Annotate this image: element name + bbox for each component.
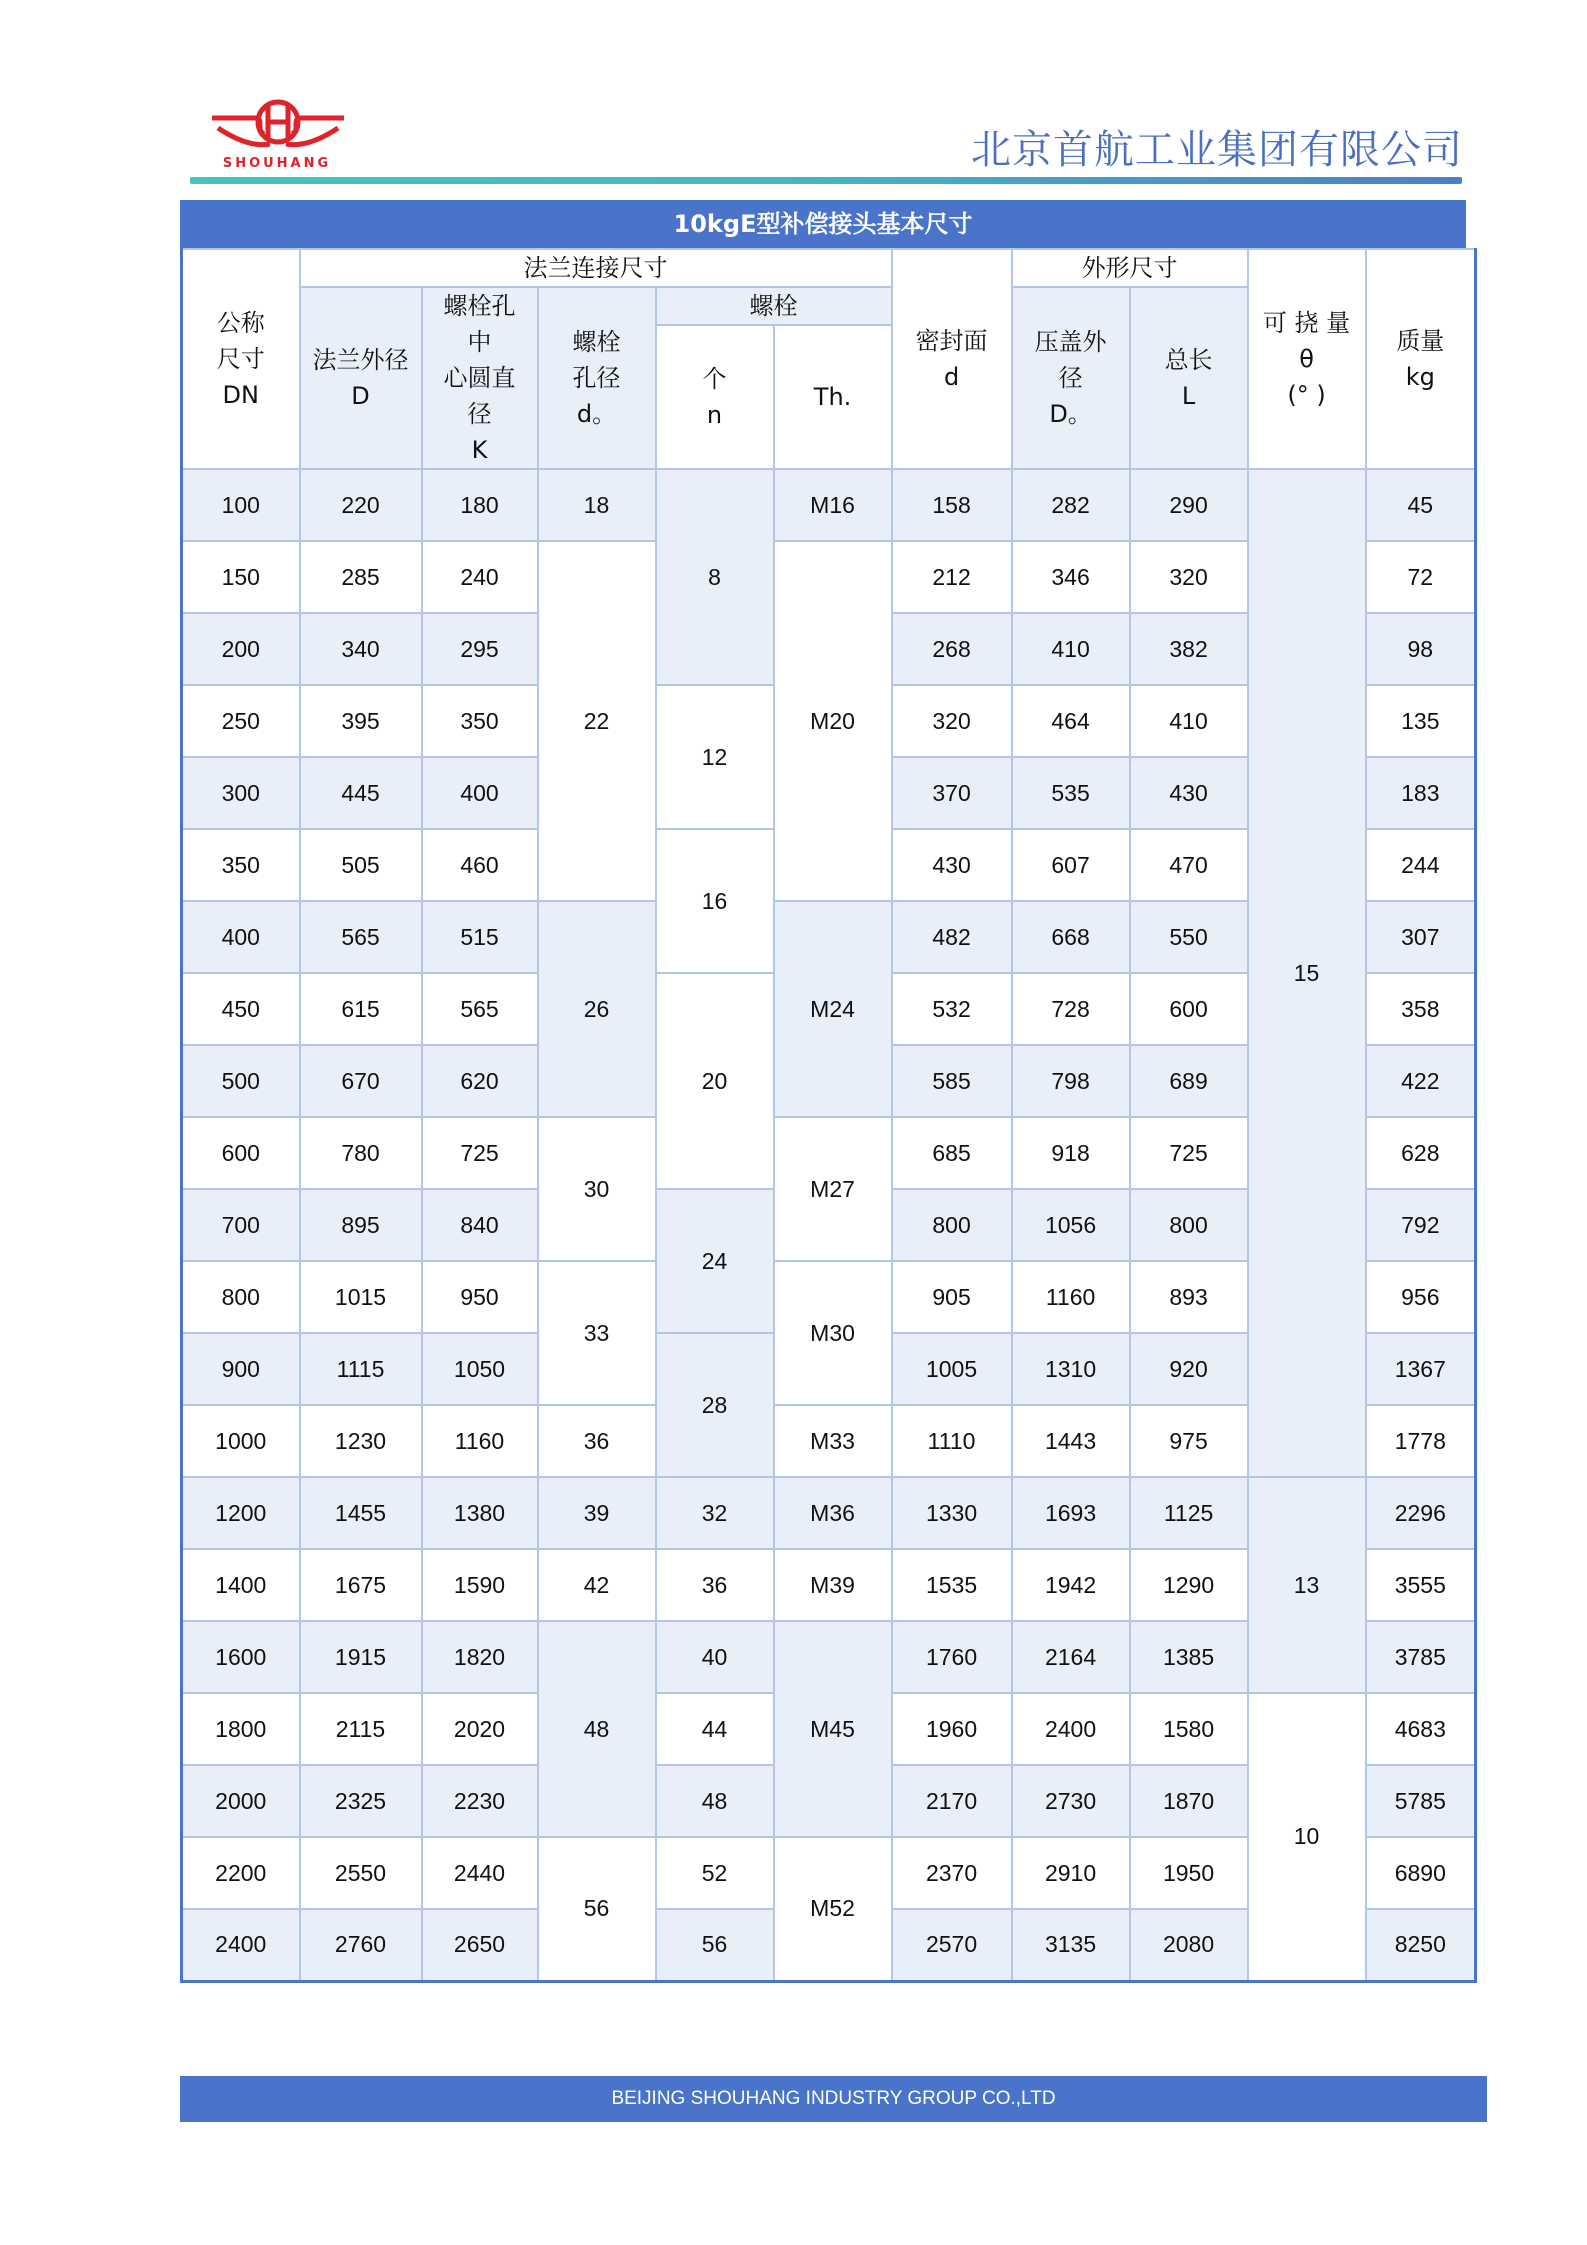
table-cell: 1110 — [892, 1405, 1012, 1477]
header-bolt-circle: 螺栓孔 中 心圆直 径 K — [422, 287, 538, 469]
table-cell: 200 — [182, 613, 300, 685]
table-cell: 240 — [422, 541, 538, 613]
table-cell: 26 — [538, 901, 656, 1117]
table-cell: 464 — [1012, 685, 1130, 757]
table-cell: M45 — [774, 1621, 892, 1837]
table-cell: 668 — [1012, 901, 1130, 973]
spec-table-container — [180, 200, 1466, 1983]
table-cell: 1590 — [422, 1549, 538, 1621]
table-cell: 535 — [1012, 757, 1130, 829]
table-cell: 320 — [892, 685, 1012, 757]
table-cell: 30 — [538, 1117, 656, 1261]
table-cell: 12 — [656, 685, 774, 829]
table-row — [182, 469, 1476, 541]
table-cell: 400 — [422, 757, 538, 829]
table-cell: 42 — [538, 1549, 656, 1621]
table-cell: 1915 — [300, 1621, 422, 1693]
table-cell: 18 — [538, 469, 656, 541]
table-cell: 72 — [1366, 541, 1476, 613]
table-cell: 1600 — [182, 1621, 300, 1693]
table-cell: 1005 — [892, 1333, 1012, 1405]
table-cell: 1950 — [1130, 1837, 1248, 1909]
table-cell: M27 — [774, 1117, 892, 1261]
table-cell: 920 — [1130, 1333, 1248, 1405]
table-cell: 212 — [892, 541, 1012, 613]
table-cell: 346 — [1012, 541, 1130, 613]
table-cell: 33 — [538, 1261, 656, 1405]
table-cell: 893 — [1130, 1261, 1248, 1333]
table-cell: 135 — [1366, 685, 1476, 757]
table-cell: 40 — [656, 1621, 774, 1693]
table-cell: 2730 — [1012, 1765, 1130, 1837]
table-cell: 48 — [656, 1765, 774, 1837]
table-cell: 285 — [300, 541, 422, 613]
table-cell: 39 — [538, 1477, 656, 1549]
table-cell: M33 — [774, 1405, 892, 1477]
table-cell: 410 — [1130, 685, 1248, 757]
table-cell: 350 — [182, 829, 300, 901]
table-cell: 1675 — [300, 1549, 422, 1621]
table-cell: 905 — [892, 1261, 1012, 1333]
table-cell: 798 — [1012, 1045, 1130, 1117]
table-cell: 950 — [422, 1261, 538, 1333]
table-cell: 1820 — [422, 1621, 538, 1693]
table-cell: 2325 — [300, 1765, 422, 1837]
deflection-cell: 15 — [1248, 469, 1366, 1477]
table-cell: M24 — [774, 901, 892, 1117]
table-cell: 550 — [1130, 901, 1248, 973]
table-cell: 607 — [1012, 829, 1130, 901]
table-cell: 2080 — [1130, 1909, 1248, 1981]
table-cell: 430 — [892, 829, 1012, 901]
table-cell: 295 — [422, 613, 538, 685]
table-cell: 150 — [182, 541, 300, 613]
table-cell: M39 — [774, 1549, 892, 1621]
table-cell: 2020 — [422, 1693, 538, 1765]
table-cell: 565 — [300, 901, 422, 973]
table-cell: 620 — [422, 1045, 538, 1117]
table-cell: 282 — [1012, 469, 1130, 541]
table-cell: 1200 — [182, 1477, 300, 1549]
table-cell: 1778 — [1366, 1405, 1476, 1477]
table-cell: 500 — [182, 1045, 300, 1117]
table-cell: 6890 — [1366, 1837, 1476, 1909]
table-cell: 1056 — [1012, 1189, 1130, 1261]
deflection-cell: 10 — [1248, 1693, 1366, 1981]
table-cell: 430 — [1130, 757, 1248, 829]
table-cell: M36 — [774, 1477, 892, 1549]
table-cell: 600 — [1130, 973, 1248, 1045]
table-cell: 2296 — [1366, 1477, 1476, 1549]
table-cell: 56 — [538, 1837, 656, 1981]
table-cell: 2570 — [892, 1909, 1012, 1981]
table-cell: 244 — [1366, 829, 1476, 901]
table-cell: 515 — [422, 901, 538, 973]
table-cell: 975 — [1130, 1405, 1248, 1477]
table-cell: 2230 — [422, 1765, 538, 1837]
table-cell: 628 — [1366, 1117, 1476, 1189]
table-cell: 1870 — [1130, 1765, 1248, 1837]
table-cell: 45 — [1366, 469, 1476, 541]
table-cell: 1400 — [182, 1549, 300, 1621]
table-cell: 1330 — [892, 1477, 1012, 1549]
table-cell: 2200 — [182, 1837, 300, 1909]
table-cell: 1015 — [300, 1261, 422, 1333]
table-cell: M20 — [774, 541, 892, 901]
table-cell: 56 — [656, 1909, 774, 1981]
table-cell: 300 — [182, 757, 300, 829]
table-cell: 670 — [300, 1045, 422, 1117]
table-cell: 1800 — [182, 1693, 300, 1765]
header-length: 总长 L — [1130, 287, 1248, 469]
table-cell: 48 — [538, 1621, 656, 1837]
table-cell: 482 — [892, 901, 1012, 973]
page-footer: BEIJING SHOUHANG INDUSTRY GROUP CO.,LTD — [180, 2076, 1487, 2122]
table-cell: 895 — [300, 1189, 422, 1261]
table-cell: 183 — [1366, 757, 1476, 829]
table-cell: 52 — [656, 1837, 774, 1909]
table-cell: 1000 — [182, 1405, 300, 1477]
header-seal-face: 密封面 d — [892, 249, 1012, 469]
table-cell: 1160 — [422, 1405, 538, 1477]
header-bolt-count: 个 n — [656, 325, 774, 469]
table-cell: 685 — [892, 1117, 1012, 1189]
header-flange-od: 法兰外径 D — [300, 287, 422, 469]
header-bolt-hole: 螺栓 孔径 d。 — [538, 287, 656, 469]
table-cell: 370 — [892, 757, 1012, 829]
table-cell: 600 — [182, 1117, 300, 1189]
table-cell: 956 — [1366, 1261, 1476, 1333]
table-cell: 505 — [300, 829, 422, 901]
table-cell: 2910 — [1012, 1837, 1130, 1909]
table-cell: 5785 — [1366, 1765, 1476, 1837]
table-cell: 307 — [1366, 901, 1476, 973]
table-cell: 3135 — [1012, 1909, 1130, 1981]
table-cell: 290 — [1130, 469, 1248, 541]
table-cell: 2760 — [300, 1909, 422, 1981]
table-cell: 532 — [892, 973, 1012, 1045]
header-outline-group: 外形尺寸 — [1012, 249, 1248, 287]
table-cell: 700 — [182, 1189, 300, 1261]
table-cell: 1160 — [1012, 1261, 1130, 1333]
table-cell: 340 — [300, 613, 422, 685]
table-cell: 382 — [1130, 613, 1248, 685]
table-cell: 32 — [656, 1477, 774, 1549]
table-cell: 780 — [300, 1117, 422, 1189]
table-cell: 2000 — [182, 1765, 300, 1837]
table-cell: 918 — [1012, 1117, 1130, 1189]
table-cell: 1290 — [1130, 1549, 1248, 1621]
table-cell: 1693 — [1012, 1477, 1130, 1549]
table-cell: M30 — [774, 1261, 892, 1405]
table-cell: 220 — [300, 469, 422, 541]
table-cell: 250 — [182, 685, 300, 757]
table-cell: 410 — [1012, 613, 1130, 685]
table-cell: 800 — [892, 1189, 1012, 1261]
table-cell: 28 — [656, 1333, 774, 1477]
table-cell: 1960 — [892, 1693, 1012, 1765]
table-cell: 2164 — [1012, 1621, 1130, 1693]
table-cell: 3555 — [1366, 1549, 1476, 1621]
table-cell: 725 — [1130, 1117, 1248, 1189]
table-cell: 158 — [892, 469, 1012, 541]
header-divider — [190, 177, 1462, 184]
table-row — [182, 1477, 1476, 1549]
table-cell: 450 — [182, 973, 300, 1045]
table-cell: 1760 — [892, 1621, 1012, 1693]
table-cell: 2370 — [892, 1837, 1012, 1909]
table-cell: 840 — [422, 1189, 538, 1261]
table-cell: 24 — [656, 1189, 774, 1333]
table-cell: 1310 — [1012, 1333, 1130, 1405]
table-cell: 1125 — [1130, 1477, 1248, 1549]
header-dn: 公称 尺寸 DN — [182, 249, 300, 469]
table-cell: 1115 — [300, 1333, 422, 1405]
table-cell: 395 — [300, 685, 422, 757]
table-cell: 3785 — [1366, 1621, 1476, 1693]
table-cell: 44 — [656, 1693, 774, 1765]
table-cell: 2550 — [300, 1837, 422, 1909]
table-cell: 2400 — [182, 1909, 300, 1981]
table-cell: M16 — [774, 469, 892, 541]
table-cell: 800 — [182, 1261, 300, 1333]
table-cell: 100 — [182, 469, 300, 541]
header-mass: 质量 kg — [1366, 249, 1476, 469]
table-cell: 20 — [656, 973, 774, 1189]
table-cell: 585 — [892, 1045, 1012, 1117]
table-cell: 36 — [538, 1405, 656, 1477]
table-cell: 2400 — [1012, 1693, 1130, 1765]
table-cell: 350 — [422, 685, 538, 757]
header-flange-group: 法兰连接尺寸 — [300, 249, 892, 287]
table-cell: 180 — [422, 469, 538, 541]
table-title: 10kgE型补偿接头基本尺寸 — [180, 200, 1466, 248]
table-cell: 8 — [656, 469, 774, 685]
company-name-cn: 北京首航工业集团有限公司 — [971, 127, 1463, 173]
table-cell: 98 — [1366, 613, 1476, 685]
table-cell: 689 — [1130, 1045, 1248, 1117]
table-cell: 2115 — [300, 1693, 422, 1765]
table-cell: 268 — [892, 613, 1012, 685]
table-cell: 358 — [1366, 973, 1476, 1045]
table-cell: 320 — [1130, 541, 1248, 613]
table-cell: 2170 — [892, 1765, 1012, 1837]
table-cell: 1455 — [300, 1477, 422, 1549]
header-deflection: 可 挠 量 θ (° ) — [1248, 249, 1366, 469]
table-cell: 2440 — [422, 1837, 538, 1909]
table-cell: 470 — [1130, 829, 1248, 901]
table-cell: 1443 — [1012, 1405, 1130, 1477]
table-cell: 1535 — [892, 1549, 1012, 1621]
table-cell: 4683 — [1366, 1693, 1476, 1765]
table-cell: 445 — [300, 757, 422, 829]
table-cell: 1942 — [1012, 1549, 1130, 1621]
table-cell: 1230 — [300, 1405, 422, 1477]
table-cell: 900 — [182, 1333, 300, 1405]
table-cell: 8250 — [1366, 1909, 1476, 1981]
table-cell: 615 — [300, 973, 422, 1045]
table-cell: 728 — [1012, 973, 1130, 1045]
table-cell: 460 — [422, 829, 538, 901]
table-cell: 16 — [656, 829, 774, 973]
deflection-cell: 13 — [1248, 1477, 1366, 1693]
header-bolt-group: 螺栓 — [656, 287, 892, 325]
table-cell: 36 — [656, 1549, 774, 1621]
header-bolt-thread: Th. — [774, 325, 892, 469]
table-cell: 1385 — [1130, 1621, 1248, 1693]
table-cell: 2650 — [422, 1909, 538, 1981]
table-cell: M52 — [774, 1837, 892, 1981]
table-cell: 800 — [1130, 1189, 1248, 1261]
table-cell: 1050 — [422, 1333, 538, 1405]
table-cell: 422 — [1366, 1045, 1476, 1117]
table-cell: 565 — [422, 973, 538, 1045]
table-cell: 1367 — [1366, 1333, 1476, 1405]
spec-table — [180, 248, 1477, 1983]
page-header — [0, 0, 1587, 190]
table-cell: 1580 — [1130, 1693, 1248, 1765]
table-cell: 792 — [1366, 1189, 1476, 1261]
table-cell: 725 — [422, 1117, 538, 1189]
table-cell: 400 — [182, 901, 300, 973]
header-gland-od: 压盖外 径 D。 — [1012, 287, 1130, 469]
table-cell: 1380 — [422, 1477, 538, 1549]
logo-wordmark: SHOUHANG — [222, 156, 332, 171]
table-cell: 22 — [538, 541, 656, 901]
